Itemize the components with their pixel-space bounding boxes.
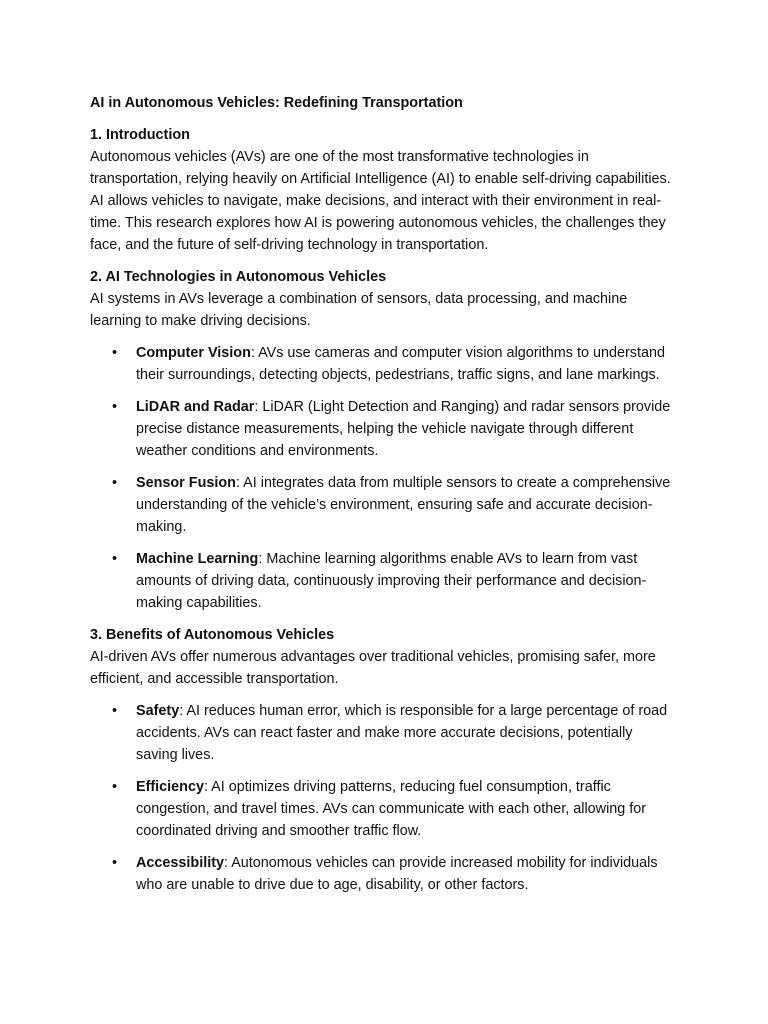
bullet-term: Accessibility [136,855,224,871]
bullet-term: Efficiency [136,779,204,795]
list-item [90,852,676,896]
section-benefits [90,624,676,896]
bullet-text: : AVs use cameras and computer vision algorithms to understand their surroundings, detecting objects, pedestrians, traffic signs, and lane markings. [136,345,665,383]
list-item [90,396,676,462]
section-paragraph: AI-driven AVs offer numerous advantages over traditional vehicles, promising safer, more efficient, and accessible transportation. [90,649,656,687]
section-ai-technologies [90,266,676,614]
bullet-term: LiDAR and Radar [136,399,255,415]
bullet-term: Safety [136,703,180,719]
list-item [90,472,676,538]
section-heading: 3. Benefits of Autonomous Vehicles [90,627,335,643]
bullet-icon: • [112,399,118,415]
bullet-icon: • [112,345,118,361]
bullet-icon: • [112,551,118,567]
bullet-text: : Machine learning algorithms enable AVs to learn from vast amounts of driving data, continuously improving their performance and decision-making capabilities. [136,551,647,611]
bullet-text: : AI optimizes driving patterns, reducing fuel consumption, traffic congestion, and travel times. AVs can communicate with each other, allowing for coordinated driving and smoother traffic flow. [136,779,647,839]
document-title: AI in Autonomous Vehicles: Redefining Transportation [90,95,463,111]
section-heading: 1. Introduction [90,127,190,143]
bullet-text: : AI reduces human error, which is responsible for a large percentage of road accidents. AVs can react faster and make more accurate decisions, potentially saving lives. [136,703,668,763]
bullet-icon: • [112,475,118,491]
bullet-term: Machine Learning [136,551,259,567]
list-item [90,776,676,842]
bullet-list [90,342,676,614]
section-paragraph: Autonomous vehicles (AVs) are one of the most transformative technologies in transportation, relying heavily on Artificial Intelligence (AI) to enable self-driving capabilities. AI allows vehicles to navigate, make decisions, and interact with their environment in real-time. This research explores how AI is powering autonomous vehicles, the challenges they face, and the future of self-driving technology in transportation. [90,149,671,253]
bullet-text: : LiDAR (Light Detection and Ranging) and radar sensors provide precise distance measurements, helping the vehicle navigate through different weather conditions and environments. [136,399,671,459]
list-item [90,700,676,766]
section-heading: 2. AI Technologies in Autonomous Vehicles [90,269,387,285]
bullet-text: : AI integrates data from multiple sensors to create a comprehensive understanding of the vehicle’s environment, ensuring safe and accurate decision-making. [136,475,671,535]
list-item [90,342,676,386]
bullet-term: Sensor Fusion [136,475,236,491]
section-introduction [90,124,676,256]
bullet-icon: • [112,703,118,719]
bullet-term: Computer Vision [136,345,251,361]
bullet-text: : Autonomous vehicles can provide increased mobility for individuals who are unable to drive due to age, disability, or other factors. [136,855,658,893]
bullet-icon: • [112,779,118,795]
bullet-icon: • [112,855,118,871]
bullet-list [90,700,676,896]
section-paragraph: AI systems in AVs leverage a combination of sensors, data processing, and machine learning to make driving decisions. [90,291,628,329]
list-item [90,548,676,614]
